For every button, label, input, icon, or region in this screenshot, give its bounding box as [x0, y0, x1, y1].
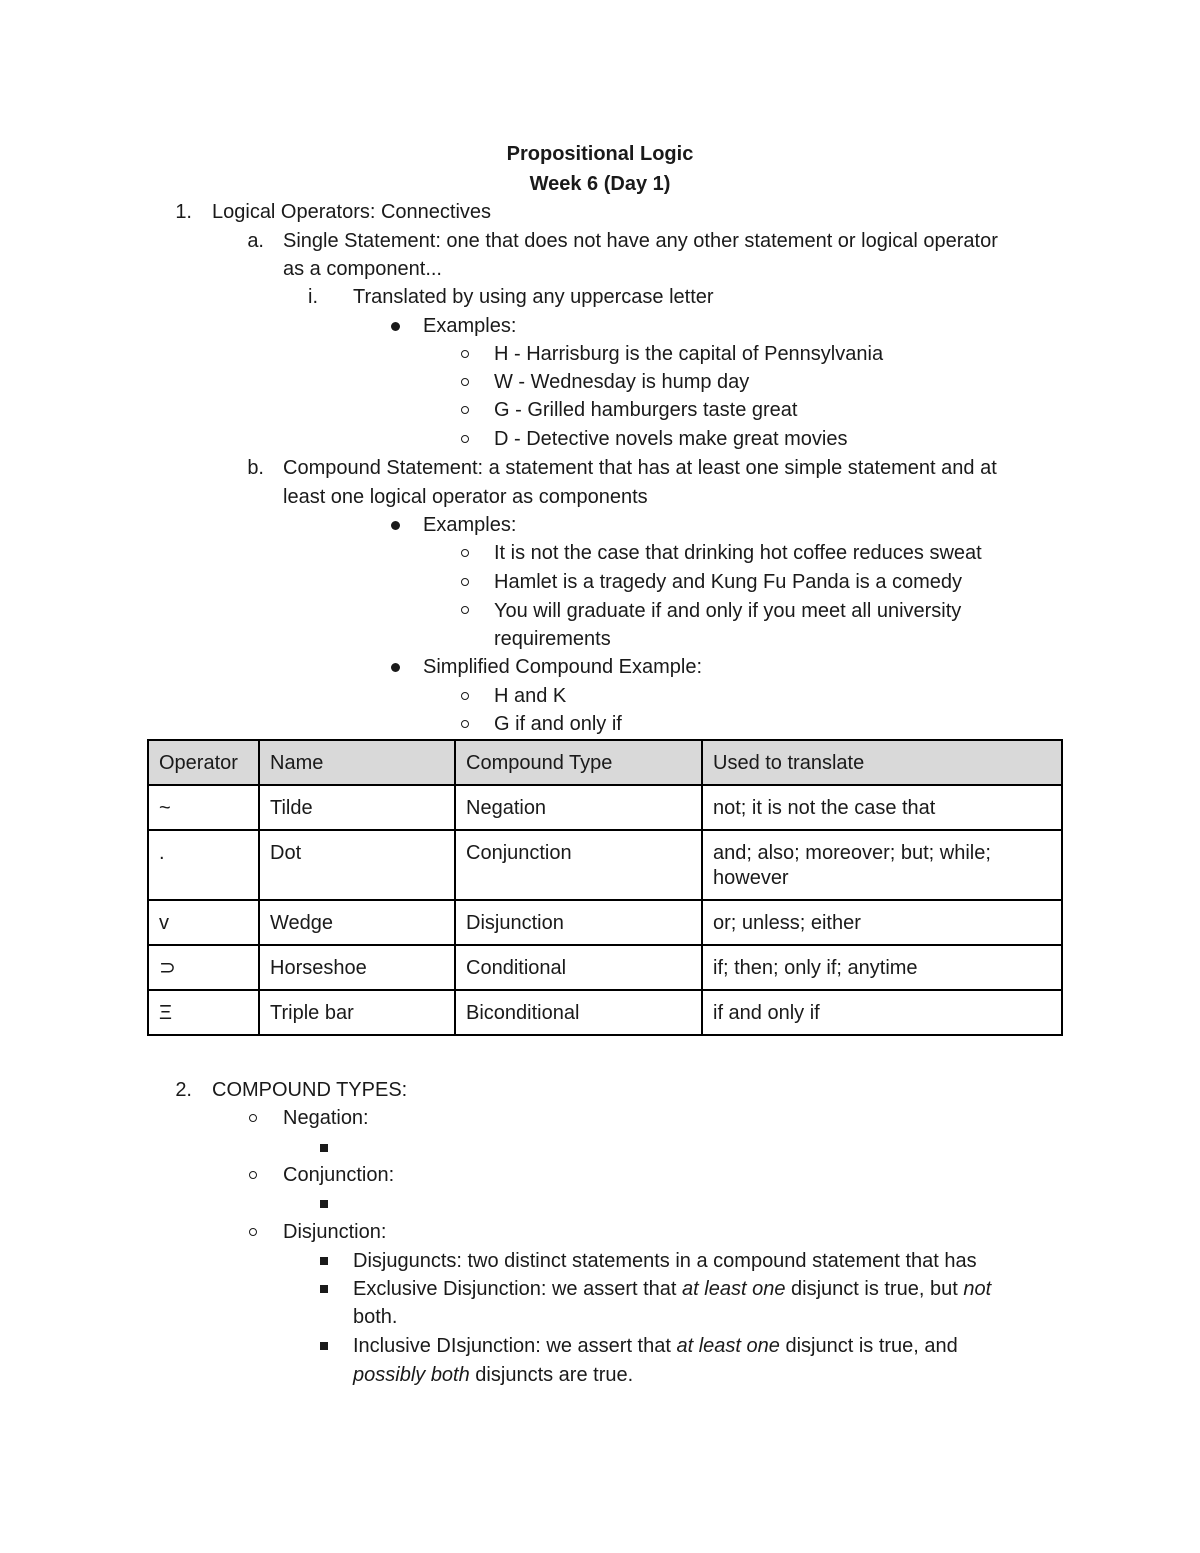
page-title: Propositional Logic: [506, 143, 694, 165]
table-cell-type: Disjunction: [455, 900, 702, 945]
table-cell-operator: ⊃: [148, 945, 259, 990]
bullet-circle-icon: [249, 1228, 257, 1236]
exclusive-disjunction-line1: Exclusive Disjunction: we assert that at least one disjunct is true, but not: [353, 1278, 992, 1300]
simplified-label: Simplified Compound Example:: [423, 656, 703, 678]
section-heading-compound-types: COMPOUND TYPES:: [212, 1079, 408, 1101]
bullet-circle-icon: [461, 435, 469, 443]
table-row: [148, 785, 1062, 830]
bullet-square-icon: [320, 1285, 328, 1293]
table-row: [148, 945, 1062, 990]
table-row: [148, 900, 1062, 945]
table-cell-operator: Ξ: [148, 990, 259, 1035]
exclusive-disjunction-line2: both.: [353, 1306, 398, 1328]
disjunction-label: Disjunction:: [283, 1221, 387, 1243]
examples-label: Examples:: [423, 514, 517, 536]
bullet-circle-icon: [461, 406, 469, 414]
bullet-square-icon: [320, 1144, 328, 1152]
compound-statement-line2: least one logical operator as components: [283, 486, 648, 508]
table-cell-name: Dot: [259, 830, 455, 900]
negation-label: Negation:: [283, 1107, 369, 1129]
table-cell-translate: and; also; moreover; but; while; however: [702, 830, 1062, 900]
bullet-circle-icon: [461, 692, 469, 700]
example-item-continuation: requirements: [494, 628, 611, 650]
conjunction-label: Conjunction:: [283, 1164, 395, 1186]
table-cell-translate: if and only if: [702, 990, 1062, 1035]
inclusive-disjunction-line1: Inclusive DIsjunction: we assert that at least one disjunct is true, and: [353, 1335, 958, 1357]
bullet-circle-icon: [249, 1171, 257, 1179]
section-heading-logical-operators: Logical Operators: Connectives: [212, 201, 492, 223]
table-header-row: [148, 740, 1062, 785]
bullet-circle-icon: [461, 606, 469, 614]
example-item: It is not the case that drinking hot coffee reduces sweat: [494, 542, 982, 564]
list-number-2: 2.: [175, 1079, 192, 1101]
example-item: You will graduate if and only if you meet all university: [494, 600, 962, 622]
bullet-circle-icon: [461, 378, 469, 386]
example-item: H - Harrisburg is the capital of Pennsylvania: [494, 343, 884, 365]
bullet-circle-icon: [461, 549, 469, 557]
table-header-cell: Used to translate: [702, 740, 1062, 785]
table-cell-operator: ~: [148, 785, 259, 830]
bullet-square-icon: [320, 1342, 328, 1350]
table-cell-translate: or; unless; either: [702, 900, 1062, 945]
example-item: Hamlet is a tragedy and Kung Fu Panda is a comedy: [494, 571, 963, 593]
example-item: D - Detective novels make great movies: [494, 428, 848, 450]
bullet-circle-icon: [249, 1114, 257, 1122]
compound-statement-line1: Compound Statement: a statement that has at least one simple statement and at: [283, 457, 997, 479]
table-header-cell: Operator: [148, 740, 259, 785]
single-statement-line1: Single Statement: one that does not have any other statement or logical operator: [283, 230, 998, 252]
table-cell-type: Conjunction: [455, 830, 702, 900]
table-cell-operator: .: [148, 830, 259, 900]
simplified-item: H and K: [494, 685, 567, 707]
table-cell-name: Tilde: [259, 785, 455, 830]
table-row: [148, 990, 1062, 1035]
table-cell-type: Negation: [455, 785, 702, 830]
bullet-square-icon: [320, 1200, 328, 1208]
table-cell-name: Horseshoe: [259, 945, 455, 990]
bullet-disc-icon: [391, 663, 400, 672]
example-item: G - Grilled hamburgers taste great: [494, 399, 798, 421]
examples-label: Examples:: [423, 315, 517, 337]
table-cell-type: Conditional: [455, 945, 702, 990]
list-marker-a: a.: [247, 230, 264, 252]
table-cell-operator: v: [148, 900, 259, 945]
table-cell-type: Biconditional: [455, 990, 702, 1035]
table-cell-translate: not; it is not the case that: [702, 785, 1062, 830]
list-marker-b: b.: [247, 457, 264, 479]
bullet-circle-icon: [461, 350, 469, 358]
bullet-circle-icon: [461, 720, 469, 728]
page-subtitle: Week 6 (Day 1): [529, 173, 671, 195]
bullet-disc-icon: [391, 521, 400, 530]
example-item: W - Wednesday is hump day: [494, 371, 750, 393]
single-statement-line2: as a component...: [283, 258, 442, 280]
bullet-square-icon: [320, 1257, 328, 1265]
disjuncts-definition: Disjuguncts: two distinct statements in a compound statement that has: [353, 1250, 977, 1272]
bullet-disc-icon: [391, 322, 400, 331]
simplified-item: G if and only if: [494, 713, 622, 735]
table-row: [148, 830, 1062, 900]
list-number-1: 1.: [175, 201, 192, 223]
table-cell-name: Triple bar: [259, 990, 455, 1035]
list-marker-i: i.: [308, 286, 318, 308]
table-header-cell: Name: [259, 740, 455, 785]
table-header-cell: Compound Type: [455, 740, 702, 785]
translated-text: Translated by using any uppercase letter: [353, 286, 714, 308]
table-cell-translate: if; then; only if; anytime: [702, 945, 1062, 990]
operators-table: [147, 739, 1063, 1036]
bullet-circle-icon: [461, 578, 469, 586]
table-cell-name: Wedge: [259, 900, 455, 945]
inclusive-disjunction-line2: possibly both disjuncts are true.: [353, 1364, 634, 1386]
